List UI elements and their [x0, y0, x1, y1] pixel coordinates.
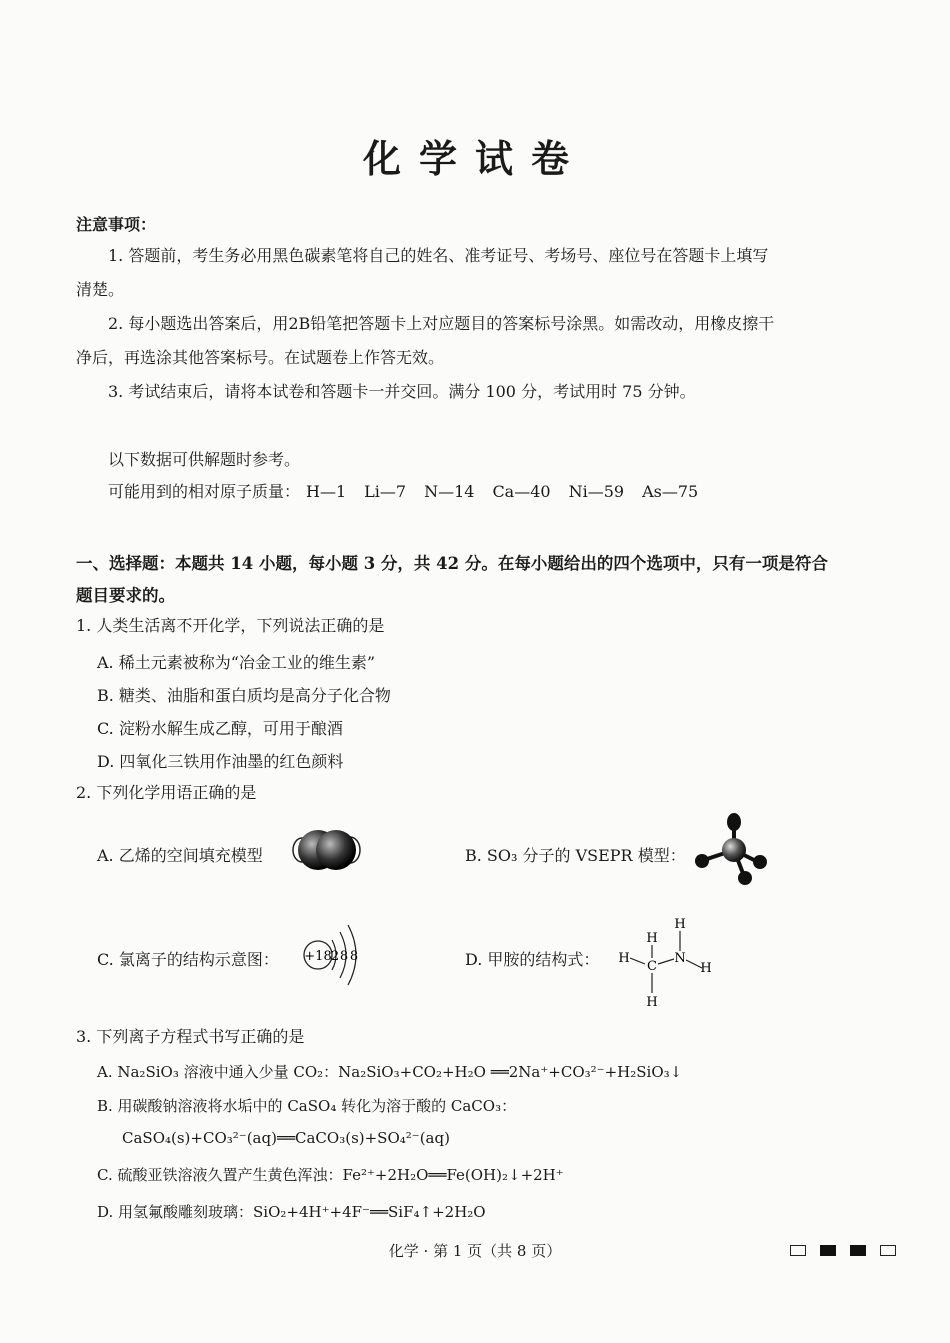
- q1-option-d: D. 四氧化三铁用作油墨的红色颜料: [97, 752, 344, 771]
- q3-option-c: C. 硫酸亚铁溶液久置产生黄色浑浊：Fe²⁺+2H₂O══Fe(OH)₂↓+2H⁺: [97, 1166, 564, 1184]
- nucleus-charge: +18: [304, 949, 332, 964]
- atom-h-top-n: H: [674, 917, 686, 932]
- shell-3-electrons: 8: [349, 949, 359, 964]
- q3-option-d: D. 用氢氟酸雕刻玻璃：SiO₂+4H⁺+4F⁻══SiF₄↑+2H₂O: [97, 1203, 486, 1221]
- q1-option-c: C. 淀粉水解生成乙醇，可用于酿酒: [97, 719, 343, 738]
- q1-option-a: A. 稀土元素被称为“冶金工业的维生素”: [97, 653, 376, 672]
- atom-h-left: H: [618, 951, 630, 966]
- notice-item-2: 2. 每小题选出答案后，用2B铅笔把答题卡上对应题目的答案标号涂黑。如需改动，用橡皮擦干: [108, 314, 775, 333]
- section1-heading-cont: 题目要求的。: [76, 586, 175, 605]
- corner-mark-open-left: [790, 1245, 806, 1256]
- notice-item-2-cont: 净后，再选涂其他答案标号。在试题卷上作答无效。: [76, 348, 445, 367]
- notice-item-1: 1. 答题前，考生务必用黑色碳素笔将自己的姓名、准考证号、考场号、座位号在答题卡上填写: [108, 246, 769, 265]
- mass-ca: Ca—40: [492, 482, 551, 501]
- q3-stem: 3. 下列离子方程式书写正确的是: [76, 1027, 305, 1046]
- corner-mark-open-right: [880, 1245, 896, 1256]
- q2-option-b: B. SO₃ 分子的 VSEPR 模型：: [465, 846, 686, 865]
- page-title: 化学试卷: [362, 136, 587, 181]
- mass-h: H—1: [306, 482, 347, 501]
- q1-stem: 1. 人类生活离不开化学，下列说法正确的是: [76, 616, 385, 635]
- notice-item-3: 3. 考试结束后，请将本试卷和答题卡一并交回。满分 100 分，考试用时 75 分钟。: [108, 382, 696, 401]
- q2-option-a: A. 乙烯的空间填充模型: [97, 846, 263, 865]
- notice-heading: 注意事项：: [76, 215, 157, 234]
- mass-as: As—75: [642, 482, 699, 501]
- corner-mark-filled-2: [850, 1245, 866, 1256]
- mass-n: N—14: [424, 482, 475, 501]
- mass-ni: Ni—59: [568, 482, 625, 501]
- q3-option-b-equation: CaSO₄(s)+CO₃²⁻(aq)══CaCO₃(s)+SO₄²⁻(aq): [122, 1129, 450, 1147]
- page-corner-marks: [790, 1245, 896, 1256]
- q2-option-c: C. 氯离子的结构示意图：: [97, 950, 279, 969]
- q1-option-b: B. 糖类、油脂和蛋白质均是高分子化合物: [97, 686, 391, 705]
- q3-option-a: A. Na₂SiO₃ 溶液中通入少量 CO₂：Na₂SiO₃+CO₂+H₂O ══2Na⁺+CO₃²⁻+H₂SiO₃↓: [97, 1063, 683, 1081]
- q3-option-b: B. 用碳酸钠溶液将水垢中的 CaSO₄ 转化为溶于酸的 CaCO₃：: [97, 1097, 517, 1115]
- ethylene-space-filling-model-icon: [290, 826, 370, 876]
- chloride-ion-structure-diagram: [298, 922, 378, 988]
- q2-option-d: D. 甲胺的结构式：: [465, 950, 600, 969]
- notice-item-1-cont: 清楚。: [76, 280, 125, 299]
- shell-2-electrons: 8: [339, 949, 349, 964]
- atomic-masses-label: 可能用到的相对原子质量：: [108, 482, 301, 501]
- atom-n: N: [674, 951, 686, 966]
- q2-stem: 2. 下列化学用语正确的是: [76, 783, 257, 802]
- mass-li: Li—7: [364, 482, 407, 501]
- atomic-masses-line: [108, 482, 698, 502]
- reference-intro: 以下数据可供解题时参考。: [108, 450, 301, 469]
- methylamine-structural-formula: [612, 912, 722, 1012]
- section1-heading: 一、选择题：本题共 14 小题，每小题 3 分，共 42 分。在每小题给出的四个选项中，只有一项是符合: [76, 554, 828, 573]
- page-footer: 化学 · 第 1 页（共 8 页）: [388, 1242, 562, 1260]
- shell-1-electrons: 2: [330, 949, 340, 964]
- atom-h-top-c: H: [646, 931, 658, 946]
- atom-h-bottom: H: [646, 995, 658, 1010]
- corner-mark-filled-1: [820, 1245, 836, 1256]
- atom-h-right: H: [700, 961, 712, 976]
- atom-c: C: [647, 959, 657, 974]
- so3-vsepr-model-icon: [690, 812, 770, 890]
